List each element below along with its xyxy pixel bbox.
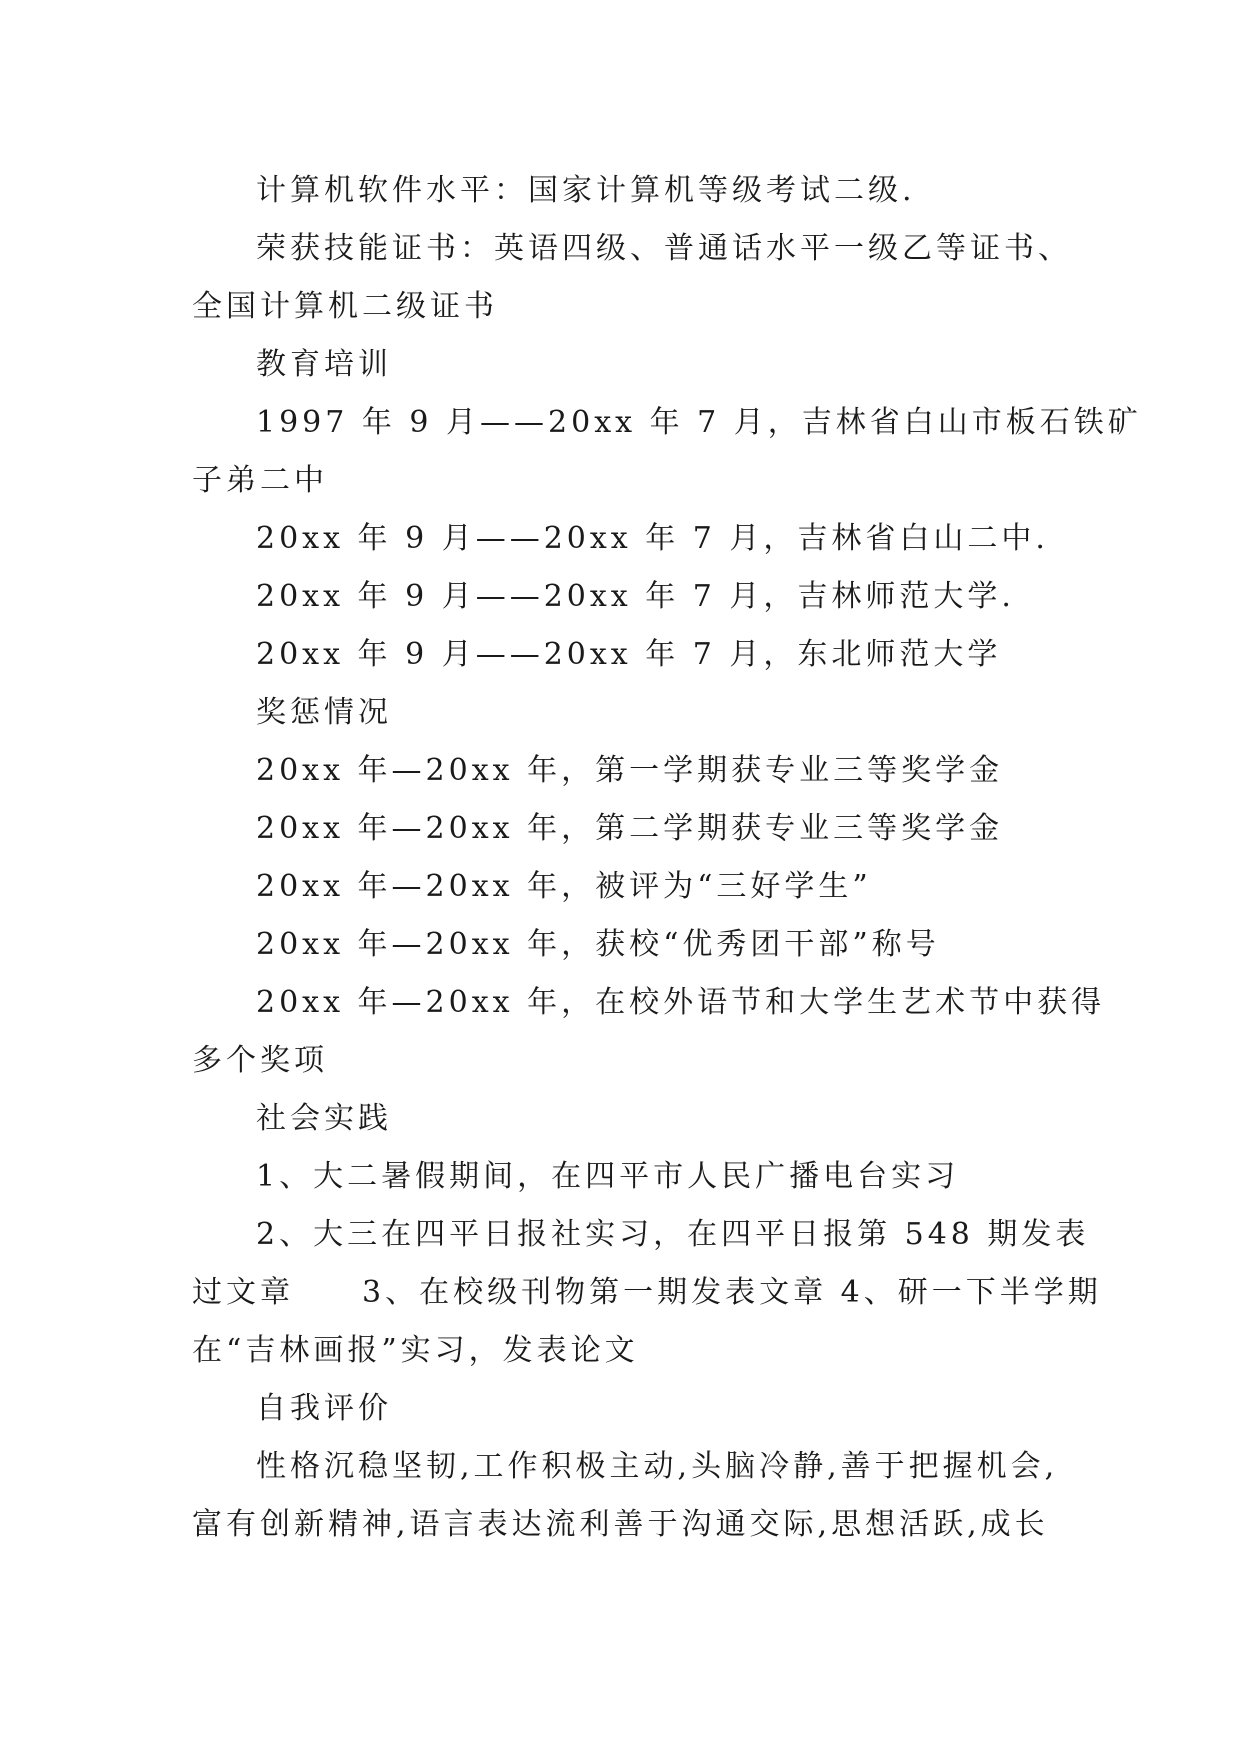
text-line: 性格沉稳坚韧,工作积极主动,头脑冷静,善于把握机会, <box>256 1449 1059 1484</box>
text-line: 20xx 年—20xx 年，第一学期获专业三等奖学金 <box>256 753 1004 788</box>
document-body <box>192 162 1142 1554</box>
text-line: 20xx 年 9 月——20xx 年 7 月，东北师范大学 <box>256 637 1002 672</box>
text-line: 20xx 年—20xx 年，第二学期获专业三等奖学金 <box>256 811 1004 846</box>
section-heading-practice: 社会实践 <box>256 1101 392 1136</box>
text-line: 20xx 年—20xx 年，获校“优秀团干部”称号 <box>256 927 940 962</box>
text-line: 多个奖项 <box>192 1043 328 1078</box>
text-line: 荣获技能证书：英语四级、普通话水平一级乙等证书、 <box>256 231 1072 266</box>
text-line: 过文章 3、在校级刊物第一期发表文章 4、研一下半学期 <box>192 1275 1102 1310</box>
text-line: 2、大三在四平日报社实习，在四平日报第 548 期发表 <box>256 1217 1090 1252</box>
text-line: 20xx 年 9 月——20xx 年 7 月，吉林省白山二中. <box>256 521 1049 556</box>
text-line: 计算机软件水平：国家计算机等级考试二级. <box>256 173 916 208</box>
text-line: 全国计算机二级证书 <box>192 289 498 324</box>
text-line: 20xx 年 9 月——20xx 年 7 月，吉林师范大学. <box>256 579 1015 614</box>
section-heading-education: 教育培训 <box>256 347 392 382</box>
text-line: 1、大二暑假期间，在四平市人民广播电台实习 <box>256 1159 960 1194</box>
text-line: 富有创新精神,语言表达流利善于沟通交际,思想活跃,成长 <box>192 1507 1049 1542</box>
text-line: 子弟二中 <box>192 463 328 498</box>
section-heading-self-evaluation: 自我评价 <box>256 1391 392 1426</box>
text-line: 1997 年 9 月——20xx 年 7 月，吉林省白山市板石铁矿 <box>256 405 1142 440</box>
section-heading-awards: 奖惩情况 <box>256 695 392 730</box>
text-line: 20xx 年—20xx 年，在校外语节和大学生艺术节中获得 <box>256 985 1106 1020</box>
text-line: 在“吉林画报”实习，发表论文 <box>192 1333 639 1368</box>
text-line: 20xx 年—20xx 年，被评为“三好学生” <box>256 869 872 904</box>
